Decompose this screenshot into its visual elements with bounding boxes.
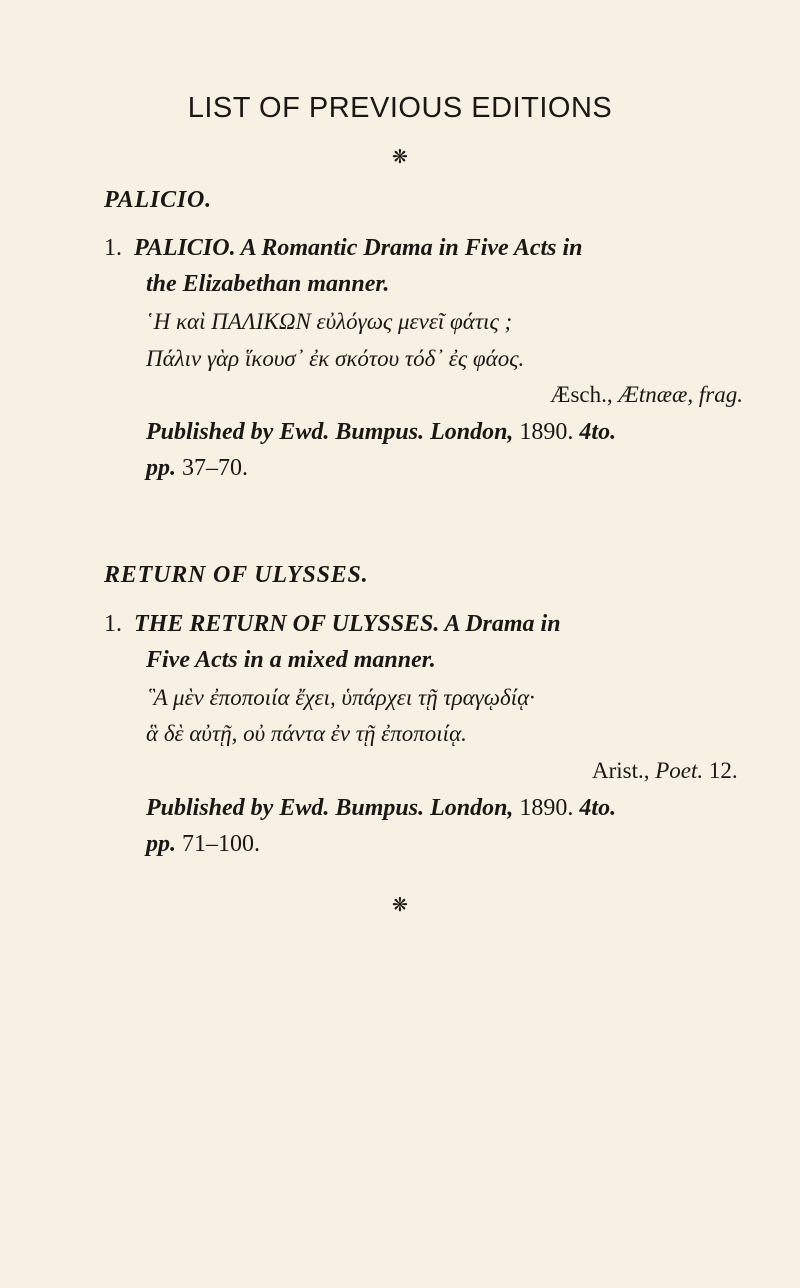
- top-ornament: ❋: [392, 146, 408, 168]
- quote-citation: [550, 380, 743, 410]
- entry-title-line: [104, 609, 561, 639]
- entry-title-line: [104, 233, 583, 263]
- publication-year: 1890.: [519, 795, 574, 821]
- book-format: 4to.: [579, 419, 617, 445]
- entry-title-text: PALICIO. A Romantic Drama in Five Acts in: [134, 235, 583, 261]
- pages-label: pp.: [146, 831, 176, 857]
- quote-work: Ætnææ, frag.: [618, 382, 743, 407]
- publication-year: 1890.: [519, 419, 574, 445]
- section-title: RETURN OF ULYSSES.: [104, 562, 369, 588]
- quote-citation: [592, 756, 738, 786]
- publication-line: [146, 793, 616, 823]
- entry-subtitle: the Elizabethan manner.: [146, 271, 390, 297]
- quote-author: Arist.,: [592, 758, 650, 783]
- book-format: 4to.: [579, 795, 617, 821]
- greek-quote-line: ἃ δὲ αὐτῇ, οὐ πάντα ἐν τῇ ἐποποιίᾳ.: [146, 721, 467, 746]
- entry-title-text: THE RETURN OF ULYSSES. A Drama in: [134, 611, 561, 637]
- quote-reference: 12.: [708, 758, 738, 783]
- publication-line: [146, 417, 616, 447]
- pages-label: pp.: [146, 455, 176, 481]
- page-title: LIST OF PREVIOUS EDITIONS: [187, 92, 613, 124]
- publisher: Published by Ewd. Bumpus. London,: [146, 419, 514, 445]
- entry-number: 1.: [104, 235, 122, 261]
- pages-range: 37–70.: [182, 455, 248, 481]
- entry-number: 1.: [104, 611, 122, 637]
- quote-work: Poet.: [655, 758, 704, 783]
- publisher: Published by Ewd. Bumpus. London,: [146, 795, 514, 821]
- pages-range: 71–100.: [182, 831, 260, 857]
- greek-quote-line: ῾Η καὶ ΠΑΛΙΚΩΝ εὐλόγως μενεῖ φάτις ;: [146, 309, 513, 334]
- greek-quote-line: ῝Α μὲν ἐποποιία ἔχει, ὑπάρχει τῇ τραγῳδίᾳ·: [146, 685, 535, 710]
- greek-quote-line: Πάλιν γὰρ ἵκουσ᾽ ἐκ σκότου τόδ᾽ ἐς φάος.: [146, 346, 525, 371]
- section-title: PALICIO.: [104, 187, 212, 213]
- bottom-ornament: ❋: [392, 894, 408, 916]
- quote-author: Æsch.,: [550, 382, 613, 407]
- pages-line: [146, 453, 248, 483]
- entry-subtitle: Five Acts in a mixed manner.: [146, 647, 436, 673]
- pages-line: [146, 829, 260, 859]
